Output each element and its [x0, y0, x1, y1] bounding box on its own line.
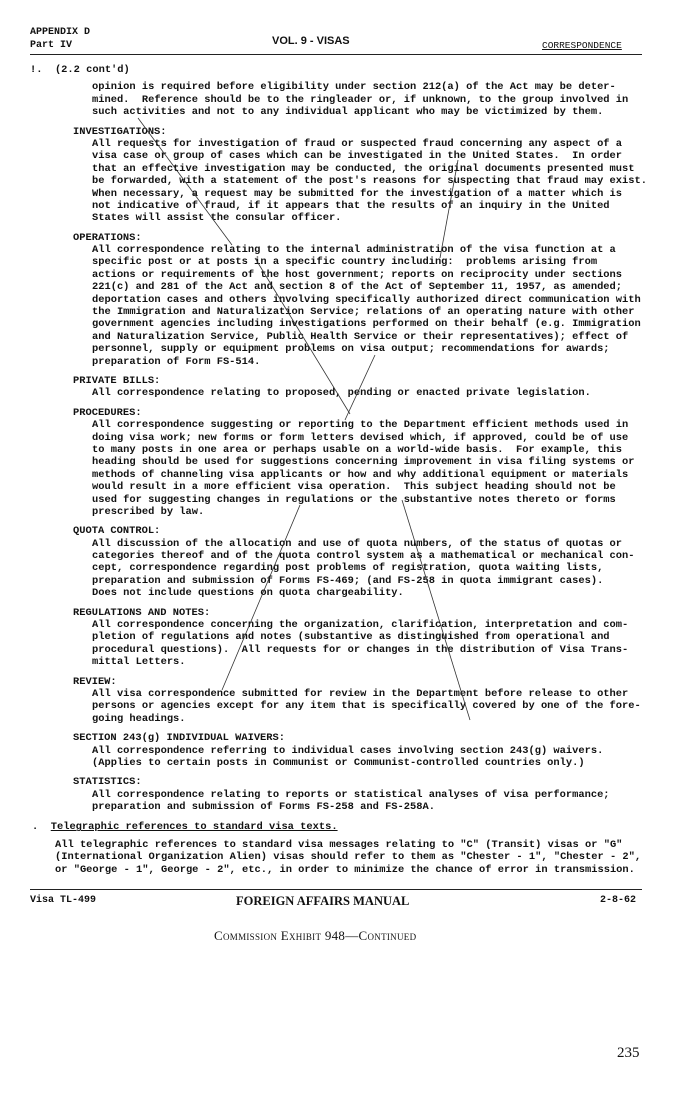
text-line: that an effective investigation may be conducted, the original documents presented must: [92, 162, 635, 175]
section-text: [30, 745, 670, 770]
text-line: actions or requirements of the host government; reports on reciprocity under sections: [92, 268, 623, 281]
intro-paragraph: [30, 81, 670, 118]
text-line: All requests for investigation of fraud or suspected fraud concerning any aspect of a: [92, 137, 623, 150]
text-line: Does not include questions on quota chargeability.: [92, 587, 404, 600]
section-label: CORRESPONDENCE: [542, 40, 622, 51]
text-line: government agencies including investigations performed on their behalf (e.g. Immigration: [92, 318, 641, 331]
section-heading: REGULATIONS AND NOTES:: [73, 606, 211, 619]
text-line: States will assist the consular officer.: [92, 212, 342, 225]
section-heading: PRIVATE BILLS:: [73, 374, 161, 387]
section-heading: OPERATIONS:: [73, 231, 142, 244]
footer-rule: [30, 889, 642, 890]
text-line: When necessary, a request may be submitted for the investigation of a matter which is: [92, 187, 623, 200]
text-line: All correspondence referring to individual cases involving section 243(g) waivers.: [92, 744, 604, 757]
appendix-label: APPENDIX D: [30, 27, 91, 38]
text-line: preparation and submission of Forms FS-258 and FS-258A.: [92, 801, 435, 814]
text-line: All discussion of the allocation and use of quota numbers, of the status of quotas or: [92, 537, 623, 550]
text-line: preparation and submission of Forms FS-469; (and FS-258 in quota immigrant cases).: [92, 574, 604, 587]
text-line: would result in a more efficient visa operation. This subject heading should not be: [92, 481, 616, 494]
section-section-243-g-individual-waivers: [30, 732, 670, 769]
text-line: going headings.: [92, 712, 186, 725]
section-text: [30, 789, 670, 814]
section-text: [30, 538, 670, 600]
telegraphic-heading: [30, 821, 670, 833]
text-line: cept, correspondence regarding post problems of registration, quota waiting lists,: [92, 562, 604, 575]
text-line: not indicative of fraud, if it appears that the results of an inquiry in the United: [92, 199, 610, 212]
document-body: [30, 64, 670, 876]
text-line: personnel, supply or equipment problems on visa output; recommendations for awards;: [92, 343, 610, 356]
section-heading: REVIEW:: [73, 675, 117, 688]
bullet: .: [32, 821, 39, 834]
text-line: opinion is required before eligibility under section 212(a) of the Act may be deter-: [92, 81, 616, 94]
section-operations: [30, 232, 670, 368]
text-line: visa case or group of cases which can be investigated in the United States. In order: [92, 150, 623, 163]
text-line: All visa correspondence submitted for review in the Department before release to other: [92, 687, 629, 700]
section-quota-control: [30, 525, 670, 599]
transmittal-label: Visa TL-499: [30, 895, 97, 906]
text-line: the Immigration and Naturalization Service; relations of an operating nature with other: [92, 306, 635, 319]
text-line: (International Organization Alien) visas should refer to them as "Chester - 1", "Chester - 2",: [55, 851, 642, 864]
section-regulations-and-notes: [30, 607, 670, 669]
text-line: used for suggesting changes in regulations or the substantive notes thereto or forms: [92, 493, 616, 506]
section-procedures: [30, 407, 670, 519]
text-line: deportation cases and others involving specifically authorized direct communication with: [92, 293, 641, 306]
section-text: [30, 688, 670, 725]
part-label: Part IV: [30, 40, 73, 51]
text-line: heading should be used for suggestions concerning improvement in visa filing systems or: [92, 456, 635, 469]
text-line: All correspondence relating to reports or statistical analyses of visa performance;: [92, 788, 610, 801]
text-line: 221(c) and 281 of the Act and section 8 of the Act of September 11, 1957, as amended;: [92, 281, 623, 294]
section-heading: STATISTICS:: [73, 776, 142, 789]
section-review: [30, 676, 670, 726]
text-line: mined. Reference should be to the ringleader or, if unknown, to the group involved in: [92, 93, 629, 106]
text-line: be forwarded, with a statement of the post's reasons for suspecting that fraud may exist.: [92, 175, 647, 188]
text-line: All correspondence concerning the organization, clarification, interpretation and com-: [92, 619, 629, 632]
section-list: [30, 126, 670, 814]
text-line: doing visa work; new forms or form letters devised which, if approved, could be of use: [92, 431, 629, 444]
text-line: specific post or at posts in a specific country including: problems arising from: [92, 256, 598, 269]
text-line: All correspondence suggesting or reporting to the Department efficient methods used in: [92, 419, 629, 432]
text-line: prescribed by law.: [92, 505, 205, 518]
text-line: methods of channeling visa applicants or how and why additional equipment or materials: [92, 468, 629, 481]
text-line: or "George - 1", George - 2", etc., in order to minimize the chance of error in transmission.: [55, 863, 635, 876]
section-text: [30, 244, 670, 368]
text-line: All correspondence relating to the internal administration of the visa function at a: [92, 244, 616, 257]
continuation-label: !. (2.2 cont'd): [30, 64, 130, 76]
section-statistics: [30, 776, 670, 813]
text-line: mittal Letters.: [92, 656, 186, 669]
text-line: preparation of Form FS-514.: [92, 355, 261, 368]
volume-title: VOL. 9 - VISAS: [272, 35, 350, 47]
text-line: All correspondence relating to proposed, pending or enacted private legislation.: [92, 387, 591, 400]
text-line: categories thereof and of the quota control system as a mathematical or mechanical con-: [92, 550, 635, 563]
text-line: pletion of regulations and notes (substantive as distinguished from operational and: [92, 631, 610, 644]
section-heading: SECTION 243(g) INDIVIDUAL WAIVERS:: [73, 732, 286, 745]
manual-title: FOREIGN AFFAIRS MANUAL: [236, 894, 410, 908]
exhibit-caption: Commission Exhibit 948—Continued: [214, 928, 417, 943]
text-line: such activities and not to any individual applicant who may be victimized by them.: [92, 106, 604, 119]
section-heading: QUOTA CONTROL:: [73, 525, 161, 538]
text-line: persons or agencies except for any item that is specifically covered by one of the fore-: [92, 700, 641, 713]
section-heading: INVESTIGATIONS:: [73, 125, 167, 138]
telegraphic-paragraph: [30, 839, 670, 876]
section-text: [30, 619, 670, 669]
section-investigations: [30, 126, 670, 225]
header-rule: [30, 54, 642, 55]
section-heading: PROCEDURES:: [73, 406, 142, 419]
page-number: 235: [617, 1045, 640, 1061]
text-line: (Applies to certain posts in Communist or Communist-controlled countries only.): [92, 756, 585, 769]
text-line: All telegraphic references to standard visa messages relating to "C" (Transit) visas or "G": [55, 838, 623, 851]
text-line: and Naturalization Service, Public Health Service or their representatives); effect of: [92, 330, 629, 343]
text-line: to many posts in one area or perhaps usable on a world-wide basis. For example, this: [92, 443, 623, 456]
section-text: [30, 419, 670, 518]
section-text: [30, 138, 670, 225]
footer-date: 2-8-62: [600, 895, 637, 906]
telegraphic-title: Telegraphic references to standard visa texts.: [50, 821, 338, 834]
section-text: [30, 387, 670, 399]
section-private-bills: [30, 375, 670, 400]
text-line: procedural questions). All requests for or changes in the distribution of Visa Trans-: [92, 643, 629, 656]
